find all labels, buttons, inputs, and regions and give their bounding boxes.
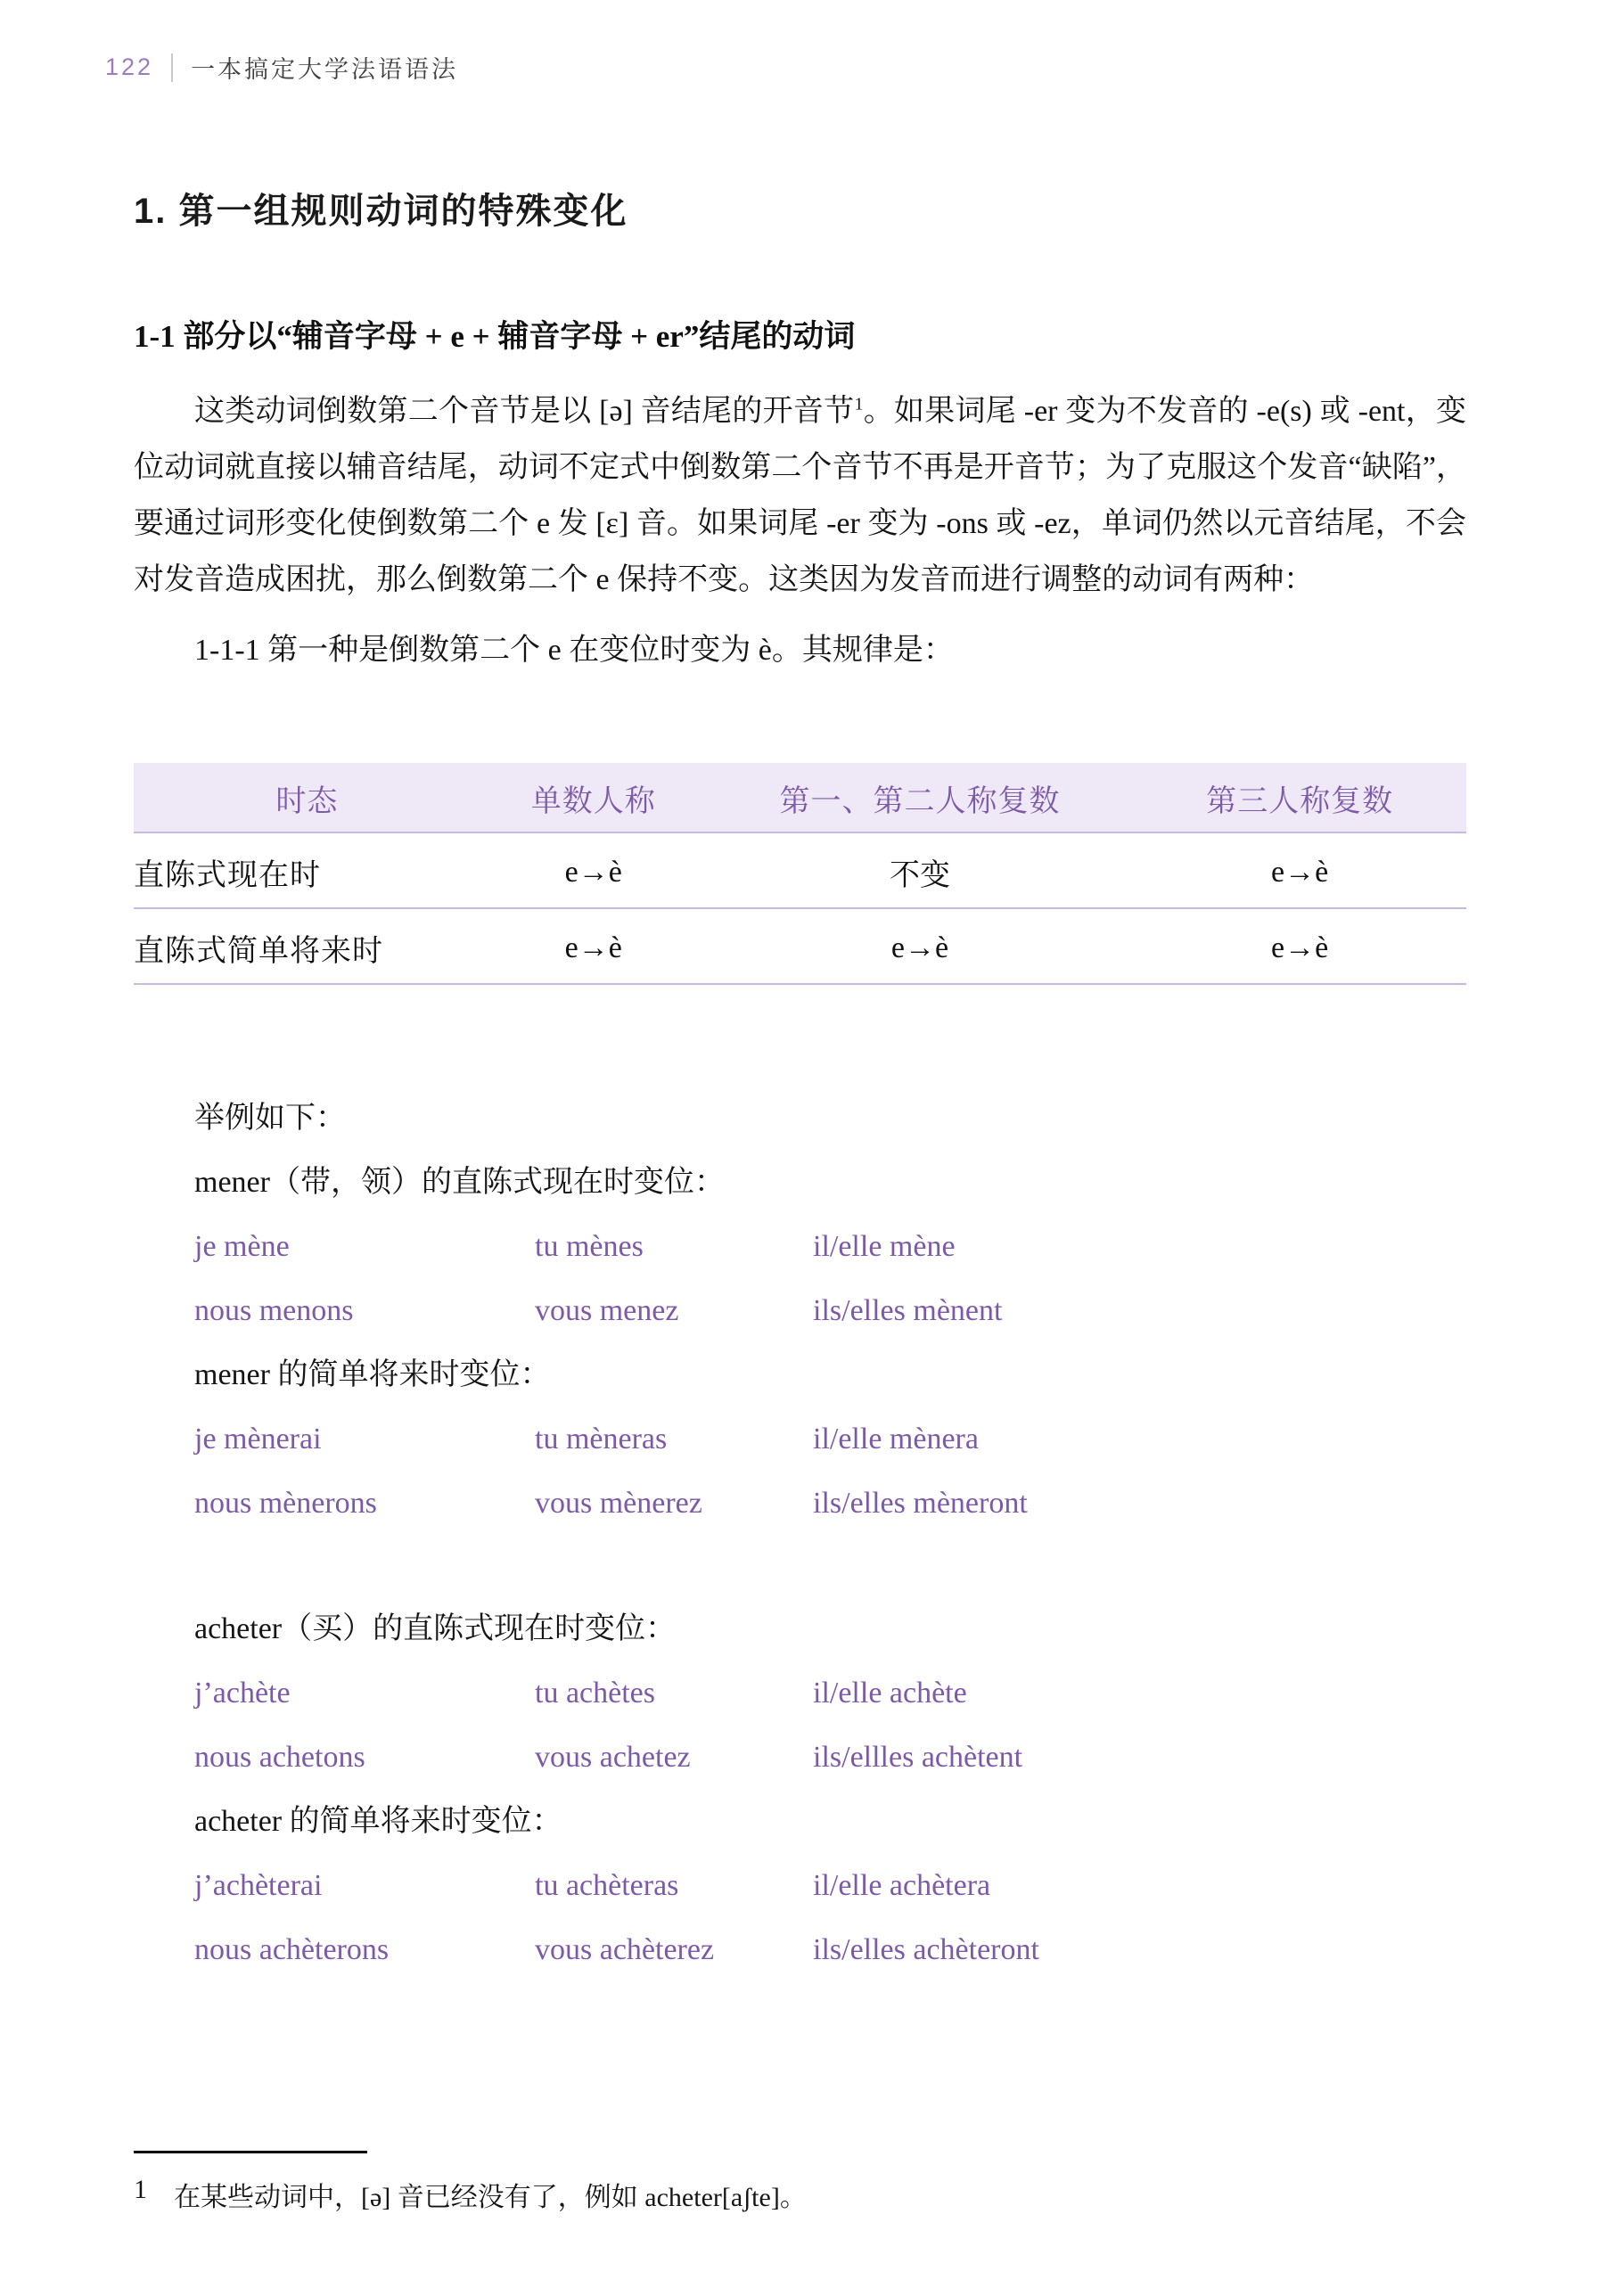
conjugation-row xyxy=(194,1665,1466,1721)
footnote-text: 在某些动词中，[ə] 音已经没有了，例如 acheter[aʃte]。 xyxy=(174,2183,807,2212)
table-cell: e→è xyxy=(480,832,707,908)
conjugation-cell: tu achètes xyxy=(535,1677,655,1710)
conjugation-cell: ils/elles mèneront xyxy=(813,1487,1028,1520)
subsection-title: 1-1 部分以“辅音字母 + e + 辅音字母 + er”结尾的动词 xyxy=(134,319,856,354)
conjugation-cell: il/elle achètera xyxy=(813,1869,991,1902)
conjugation-cell: je mènerai xyxy=(194,1423,322,1456)
conjugation-cell: j’achète xyxy=(194,1677,291,1710)
conjugation-row xyxy=(194,1922,1466,1978)
conjugation-cell: nous menons xyxy=(194,1294,354,1327)
page-number: 122 xyxy=(105,53,154,80)
rule-intro-line: 1-1-1 第一种是倒数第二个 e 在变位时变为 è。其规律是： xyxy=(194,634,954,667)
table-cell: 不变 xyxy=(707,832,1133,908)
conjugation-row xyxy=(194,1411,1466,1467)
conjugation-cell: nous mènerons xyxy=(194,1487,377,1520)
footnote-number: 1 xyxy=(134,2175,147,2204)
conjugation-cell: ils/ellles achètent xyxy=(813,1741,1023,1774)
conjugation-cell: tu mènes xyxy=(535,1230,644,1263)
conjugation-cell: ils/elles achèteront xyxy=(813,1933,1039,1966)
conjugation-cell: il/elle achète xyxy=(813,1677,967,1710)
conjugation-row xyxy=(194,1729,1466,1785)
table-cell-tense: 直陈式简单将来时 xyxy=(134,908,480,984)
example-group-heading: acheter 的简单将来时变位： xyxy=(194,1805,562,1838)
conjugation-cell: vous mènerez xyxy=(535,1487,702,1520)
section-title: 1. 第一组规则动词的特殊变化 xyxy=(134,192,628,231)
conjugation-cell: tu achèteras xyxy=(535,1869,679,1902)
table-row xyxy=(134,908,1466,984)
conjugation-row xyxy=(194,1475,1466,1531)
table-cell: e→è xyxy=(707,908,1133,984)
conjugation-row xyxy=(194,1857,1466,1914)
header-divider xyxy=(171,53,173,82)
conjugation-cell: il/elle mène xyxy=(813,1230,956,1263)
table-header-row xyxy=(134,763,1466,832)
conjugation-cell: j’achèterai xyxy=(194,1869,323,1902)
table-cell: e→è xyxy=(480,908,707,984)
table-header-plural12: 第一、第二人称复数 xyxy=(707,763,1133,832)
conjugation-cell: nous achèterons xyxy=(194,1933,390,1966)
examples-section xyxy=(134,1090,1466,1978)
example-group-heading: mener 的简单将来时变位： xyxy=(194,1358,551,1391)
conjugation-cell: vous achetez xyxy=(535,1741,691,1774)
conjugation-cell: tu mèneras xyxy=(535,1423,668,1456)
table-header-plural3: 第三人称复数 xyxy=(1133,763,1466,832)
table-cell-tense: 直陈式现在时 xyxy=(134,832,480,908)
book-title: 一本搞定大学法语语法 xyxy=(191,56,459,83)
paragraph-part1: 这类动词倒数第二个音节是以 [ə] 音结尾的开音节 xyxy=(194,395,855,428)
body-paragraph xyxy=(134,383,1466,608)
conjugation-cell: vous achèterez xyxy=(535,1933,715,1966)
footnote-rule xyxy=(134,2151,367,2153)
table-cell: e→è xyxy=(1133,832,1466,908)
conjugation-row xyxy=(194,1283,1466,1339)
table-row xyxy=(134,832,1466,908)
table-header-singular: 单数人称 xyxy=(480,763,707,832)
rule-table-wrap xyxy=(134,763,1466,985)
running-header xyxy=(105,50,458,85)
example-group-heading: mener（带，领）的直陈式现在时变位： xyxy=(194,1166,725,1199)
footnote xyxy=(134,2151,1466,2214)
conjugation-cell: il/elle mènera xyxy=(813,1423,979,1456)
example-group-heading: acheter（买）的直陈式现在时变位： xyxy=(194,1612,677,1645)
page-content xyxy=(0,134,1600,1978)
conjugation-cell: je mène xyxy=(194,1230,290,1263)
table-header-tense: 时态 xyxy=(134,763,480,832)
footnote-reference: 1 xyxy=(854,394,864,414)
conjugation-cell: ils/elles mènent xyxy=(813,1294,1003,1327)
paragraph-part2: 。如果词尾 -er 变为不发音的 -e(s) 或 -ent，变位动词就直接以辅音结尾，动词不定式中倒数第二个音节不再是开音节；为了克服这个发音“缺陷”，要通过词形变化使倒数第二个 e 发 [ɛ] 音。如果词尾 -er 变为 -ons 或 -ez，单词仍然以元音结尾，不会对发音造成困扰，那么倒数第二个 e 保持不变。这类因为发音而进行调整的动词有两种： xyxy=(134,395,1466,596)
conjugation-row xyxy=(194,1218,1466,1275)
conjugation-rule-table xyxy=(134,763,1466,985)
footnote-body xyxy=(134,2175,1466,2214)
conjugation-cell: vous menez xyxy=(535,1294,679,1327)
conjugation-cell: nous achetons xyxy=(194,1741,365,1774)
table-cell: e→è xyxy=(1133,908,1466,984)
examples-intro: 举例如下： xyxy=(194,1102,346,1135)
